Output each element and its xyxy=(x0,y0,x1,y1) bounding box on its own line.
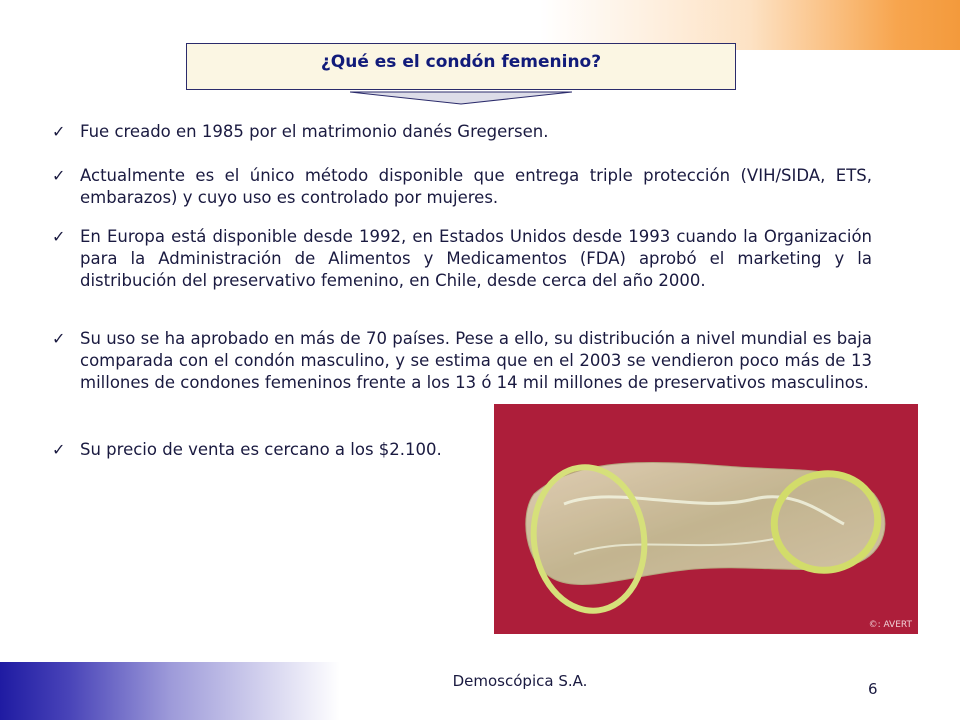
bullet-item xyxy=(52,165,872,209)
title-box xyxy=(186,43,736,90)
bullet-item xyxy=(52,121,872,143)
female-condom-photo xyxy=(494,404,918,634)
page-number: 6 xyxy=(868,680,878,698)
check-icon: ✓ xyxy=(52,122,66,141)
bullet-text: Su precio de venta es cercano a los $2.100. xyxy=(80,440,442,459)
bullet-text: En Europa está disponible desde 1992, en Estados Unidos desde 1993 cuando la Organización para la Administración de Alimentos y Medicamentos (FDA) aprobó el marketing y la distribución del preservativo femenino, en Chile, desde cerca del año 2000. xyxy=(80,227,872,290)
bullet-text: Su uso se ha aprobado en más de 70 países. Pese a ello, su distribución a nivel mundial es baja comparada con el condón masculino, y se estima que en el 2003 se vendieron poco más de 13 millones de condones femeninos frente a los 13 ó 14 mil millones de preservativos masculinos. xyxy=(80,329,872,392)
check-icon: ✓ xyxy=(52,329,66,348)
check-icon: ✓ xyxy=(52,440,66,459)
female-condom-illustration xyxy=(494,404,918,634)
photo-watermark: ©: AVERT xyxy=(868,620,912,630)
bullet-item xyxy=(52,439,502,461)
bottom-left-gradient-band xyxy=(0,662,340,720)
check-icon: ✓ xyxy=(52,166,66,185)
slide-title: ¿Qué es el condón femenino? xyxy=(320,52,602,72)
bullet-text: Fue creado en 1985 por el matrimonio danés Gregersen. xyxy=(80,122,549,141)
bullet-item xyxy=(52,226,872,292)
bullet-item xyxy=(52,328,872,394)
check-icon: ✓ xyxy=(52,227,66,246)
title-arrow-decoration xyxy=(350,88,572,106)
bullet-text: Actualmente es el único método disponible que entrega triple protección (VIH/SIDA, ETS, embarazos) y cuyo uso es controlado por mujeres. xyxy=(80,166,872,207)
footer-company: Demoscópica S.A. xyxy=(452,672,588,690)
